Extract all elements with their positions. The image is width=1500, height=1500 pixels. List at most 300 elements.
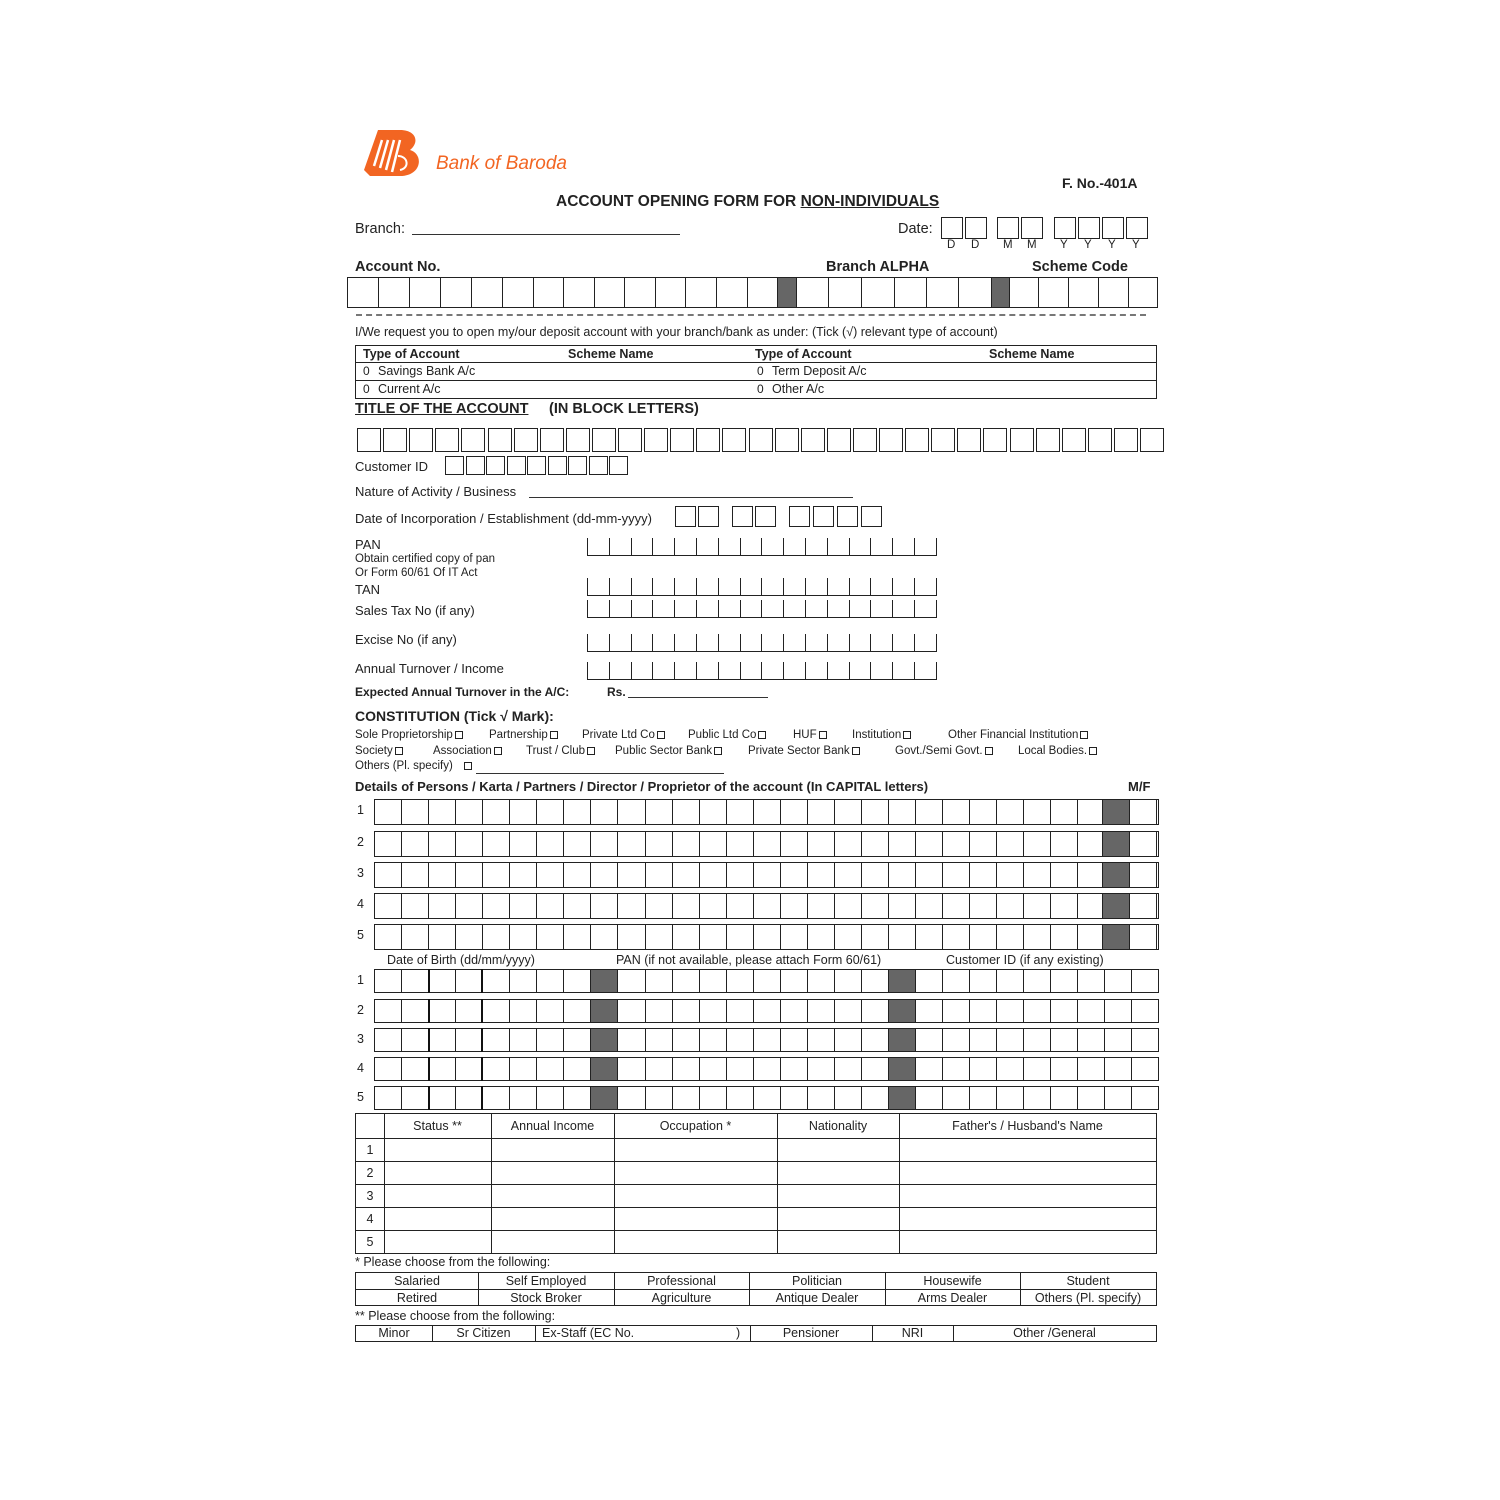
person-name-letter-box[interactable]	[617, 924, 645, 950]
title-letter-box[interactable]	[1114, 428, 1138, 452]
field-separator[interactable]	[888, 1057, 916, 1081]
dob-digit-box[interactable]	[563, 1086, 591, 1110]
person-name-letter-box[interactable]	[672, 862, 700, 888]
person-name-letter-box[interactable]	[1050, 799, 1078, 825]
option-marker[interactable]: 0	[363, 364, 370, 378]
person-name-letter-box[interactable]	[969, 799, 997, 825]
customer-id-existing-box[interactable]	[1104, 1086, 1132, 1110]
field-separator[interactable]	[888, 1028, 916, 1052]
person-name-letter-box[interactable]	[455, 831, 483, 857]
person-name-letter-box[interactable]	[1023, 924, 1051, 950]
person-name-letter-box[interactable]	[645, 831, 673, 857]
person-name-letter-box[interactable]	[996, 799, 1024, 825]
account-no-digit-box[interactable]	[747, 277, 778, 308]
constitution-checkbox[interactable]	[985, 747, 993, 755]
tan-input[interactable]	[587, 578, 937, 596]
account-no-digit-box[interactable]	[624, 277, 656, 308]
person-name-letter-box[interactable]	[401, 831, 429, 857]
field-separator[interactable]	[888, 999, 916, 1023]
person-name-letter-box[interactable]	[590, 893, 618, 919]
person-name-letter-box[interactable]	[401, 799, 429, 825]
constitution-checkbox[interactable]	[852, 747, 860, 755]
title-letter-box[interactable]	[879, 428, 903, 452]
customer-id-existing-box[interactable]	[996, 999, 1024, 1023]
excise-input[interactable]	[587, 634, 937, 652]
incorporation-digit-box[interactable]	[755, 506, 776, 527]
person-name-letter-box[interactable]	[617, 831, 645, 857]
date-digit-box[interactable]	[1102, 217, 1124, 239]
customer-id-existing-box[interactable]	[1077, 1057, 1105, 1081]
person-name-letter-box[interactable]	[807, 799, 835, 825]
dob-digit-box[interactable]	[563, 999, 591, 1023]
constitution-checkbox[interactable]	[1080, 731, 1088, 739]
pan-digit-box[interactable]	[672, 1086, 700, 1110]
person-name-letter-box[interactable]	[861, 831, 889, 857]
person-name-letter-box[interactable]	[590, 831, 618, 857]
person-name-letter-box[interactable]	[482, 831, 510, 857]
customer-id-existing-box[interactable]	[996, 1028, 1024, 1052]
dob-digit-box[interactable]	[455, 1057, 483, 1081]
dob-digit-box[interactable]	[401, 1086, 429, 1110]
person-name-letter-box[interactable]	[726, 831, 754, 857]
pan-digit-box[interactable]	[617, 969, 645, 993]
customer-id-digit-box[interactable]	[548, 456, 567, 475]
person-name-letter-box[interactable]	[374, 831, 402, 857]
account-no-digit-box[interactable]	[347, 277, 379, 308]
mf-box[interactable]	[1102, 862, 1130, 888]
customer-id-existing-box[interactable]	[1131, 1057, 1159, 1081]
person-name-letter-box[interactable]	[428, 924, 456, 950]
customer-id-existing-box[interactable]	[1131, 969, 1159, 993]
customer-id-existing-box[interactable]	[942, 999, 970, 1023]
person-name-letter-box[interactable]	[699, 862, 727, 888]
incorporation-digit-box[interactable]	[813, 506, 834, 527]
constitution-checkbox[interactable]	[455, 731, 463, 739]
dob-digit-box[interactable]	[455, 1086, 483, 1110]
customer-id-existing-box[interactable]	[1023, 969, 1051, 993]
customer-id-existing-box[interactable]	[1050, 1028, 1078, 1052]
customer-id-existing-box[interactable]	[942, 1057, 970, 1081]
person-name-letter-box[interactable]	[726, 799, 754, 825]
person-name-letter-box[interactable]	[590, 862, 618, 888]
date-digit-box[interactable]	[997, 217, 1019, 239]
dob-digit-box[interactable]	[428, 999, 456, 1023]
person-name-letter-box[interactable]	[645, 924, 673, 950]
dob-digit-box[interactable]	[536, 1057, 564, 1081]
customer-id-existing-box[interactable]	[915, 1028, 943, 1052]
person-name-letter-box[interactable]	[428, 799, 456, 825]
customer-id-existing-box[interactable]	[1023, 1028, 1051, 1052]
account-no-digit-box[interactable]	[1068, 277, 1099, 308]
account-no-digit-box[interactable]	[502, 277, 534, 308]
person-name-letter-box[interactable]	[482, 893, 510, 919]
pan-digit-box[interactable]	[699, 1086, 727, 1110]
others-checkbox[interactable]	[464, 762, 472, 770]
pan-digit-box[interactable]	[753, 969, 781, 993]
person-name-letter-box[interactable]	[509, 862, 537, 888]
option-marker[interactable]: 0	[757, 382, 764, 396]
customer-id-existing-box[interactable]	[969, 999, 997, 1023]
account-no-digit-box[interactable]	[716, 277, 748, 308]
person-name-letter-box[interactable]	[1050, 924, 1078, 950]
customer-id-digit-box[interactable]	[589, 456, 608, 475]
account-no-digit-box[interactable]	[1009, 277, 1039, 308]
person-name-letter-box[interactable]	[455, 862, 483, 888]
customer-id-existing-box[interactable]	[1077, 969, 1105, 993]
dob-digit-box[interactable]	[482, 999, 510, 1023]
constitution-option[interactable]	[355, 730, 463, 742]
person-name-letter-box[interactable]	[996, 862, 1024, 888]
dob-digit-box[interactable]	[401, 1028, 429, 1052]
pan-digit-box[interactable]	[861, 969, 889, 993]
person-name-letter-box[interactable]	[753, 799, 781, 825]
account-no-digit-box[interactable]	[796, 277, 829, 308]
dob-digit-box[interactable]	[509, 969, 537, 993]
customer-id-existing-box[interactable]	[915, 999, 943, 1023]
person-name-letter-box[interactable]	[590, 799, 618, 825]
dob-digit-box[interactable]	[428, 969, 456, 993]
person-name-letter-box[interactable]	[482, 862, 510, 888]
pan-digit-box[interactable]	[861, 1086, 889, 1110]
title-letter-box[interactable]	[983, 428, 1007, 452]
person-name-letter-box[interactable]	[834, 831, 862, 857]
title-letter-box[interactable]	[1140, 428, 1164, 452]
dob-digit-box[interactable]	[482, 1057, 510, 1081]
sales-tax-input[interactable]	[587, 600, 937, 618]
constitution-option[interactable]	[895, 746, 993, 758]
field-separator[interactable]	[590, 1028, 618, 1052]
field-separator[interactable]	[888, 1086, 916, 1110]
title-letter-box[interactable]	[566, 428, 590, 452]
title-letter-box[interactable]	[514, 428, 538, 452]
account-no-digit-box[interactable]	[685, 277, 717, 308]
person-name-letter-box[interactable]	[861, 924, 889, 950]
pan-digit-box[interactable]	[617, 1057, 645, 1081]
pan-digit-box[interactable]	[645, 969, 673, 993]
constitution-checkbox[interactable]	[819, 731, 827, 739]
dob-digit-box[interactable]	[374, 1028, 402, 1052]
constitution-option[interactable]	[793, 730, 827, 742]
person-name-letter-box[interactable]	[753, 862, 781, 888]
title-letter-box[interactable]	[644, 428, 668, 452]
pan-digit-box[interactable]	[699, 1028, 727, 1052]
account-no-digit-box[interactable]	[563, 277, 595, 308]
customer-id-existing-box[interactable]	[942, 1028, 970, 1052]
account-no-digit-box[interactable]	[1038, 277, 1069, 308]
dob-digit-box[interactable]	[401, 969, 429, 993]
account-no-digit-box[interactable]	[894, 277, 927, 308]
person-name-letter-box[interactable]	[753, 924, 781, 950]
pan-digit-box[interactable]	[780, 1086, 808, 1110]
account-no-digit-box[interactable]	[1098, 277, 1129, 308]
person-name-letter-box[interactable]	[807, 862, 835, 888]
customer-id-existing-box[interactable]	[1050, 1057, 1078, 1081]
person-name-letter-box[interactable]	[726, 862, 754, 888]
person-name-letter-box[interactable]	[1023, 862, 1051, 888]
pan-digit-box[interactable]	[753, 1086, 781, 1110]
person-name-letter-box[interactable]	[1023, 831, 1051, 857]
dob-digit-box[interactable]	[536, 1086, 564, 1110]
pan-digit-box[interactable]	[726, 999, 754, 1023]
customer-id-existing-box[interactable]	[1131, 1028, 1159, 1052]
person-name-letter-box[interactable]	[536, 799, 564, 825]
constitution-checkbox[interactable]	[587, 747, 595, 755]
customer-id-existing-box[interactable]	[1131, 999, 1159, 1023]
person-name-letter-box[interactable]	[834, 924, 862, 950]
incorporation-digit-box[interactable]	[675, 506, 696, 527]
title-letter-box[interactable]	[357, 428, 381, 452]
person-name-letter-box[interactable]	[536, 893, 564, 919]
account-no-digit-box[interactable]	[378, 277, 410, 308]
account-no-separator[interactable]	[777, 277, 797, 308]
customer-id-existing-box[interactable]	[1131, 1086, 1159, 1110]
date-digit-box[interactable]	[1054, 217, 1076, 239]
customer-id-existing-box[interactable]	[1023, 1057, 1051, 1081]
dob-digit-box[interactable]	[428, 1086, 456, 1110]
account-no-separator[interactable]	[991, 277, 1010, 308]
person-name-letter-box[interactable]	[888, 799, 916, 825]
customer-id-existing-box[interactable]	[915, 969, 943, 993]
person-name-letter-box[interactable]	[563, 799, 591, 825]
pan-digit-box[interactable]	[617, 1028, 645, 1052]
title-letter-box[interactable]	[801, 428, 825, 452]
title-letter-box[interactable]	[827, 428, 851, 452]
person-name-letter-box[interactable]	[1050, 831, 1078, 857]
person-name-letter-box[interactable]	[374, 862, 402, 888]
account-no-digit-box[interactable]	[409, 277, 441, 308]
title-letter-box[interactable]	[409, 428, 433, 452]
account-no-digit-box[interactable]	[861, 277, 895, 308]
person-name-letter-box[interactable]	[942, 893, 970, 919]
customer-id-existing-box[interactable]	[969, 1057, 997, 1081]
person-name-letter-box[interactable]	[563, 893, 591, 919]
person-name-letter-box[interactable]	[942, 831, 970, 857]
person-name-letter-box[interactable]	[942, 862, 970, 888]
person-name-letter-box[interactable]	[401, 924, 429, 950]
person-name-letter-box[interactable]	[888, 924, 916, 950]
nature-input[interactable]	[529, 497, 853, 498]
person-name-letter-box[interactable]	[861, 799, 889, 825]
person-name-letter-box[interactable]	[780, 862, 808, 888]
pan-digit-box[interactable]	[645, 999, 673, 1023]
person-name-letter-box[interactable]	[915, 862, 943, 888]
customer-id-digit-box[interactable]	[466, 456, 485, 475]
title-letter-box[interactable]	[696, 428, 720, 452]
dob-digit-box[interactable]	[374, 1086, 402, 1110]
title-letter-box[interactable]	[592, 428, 616, 452]
dob-digit-box[interactable]	[536, 1028, 564, 1052]
account-no-digit-box[interactable]	[1128, 277, 1158, 308]
pan-digit-box[interactable]	[645, 1028, 673, 1052]
person-name-letter-box[interactable]	[509, 924, 537, 950]
person-name-letter-box[interactable]	[996, 893, 1024, 919]
title-letter-box[interactable]	[1036, 428, 1060, 452]
pan-digit-box[interactable]	[726, 1028, 754, 1052]
person-name-letter-box[interactable]	[969, 831, 997, 857]
dob-digit-box[interactable]	[536, 969, 564, 993]
person-name-letter-box[interactable]	[780, 893, 808, 919]
dob-digit-box[interactable]	[374, 969, 402, 993]
customer-id-existing-box[interactable]	[915, 1057, 943, 1081]
pan-digit-box[interactable]	[726, 969, 754, 993]
incorporation-digit-box[interactable]	[698, 506, 719, 527]
person-name-letter-box[interactable]	[672, 924, 700, 950]
person-name-letter-box[interactable]	[807, 924, 835, 950]
customer-id-existing-box[interactable]	[996, 1057, 1024, 1081]
title-letter-box[interactable]	[1062, 428, 1086, 452]
title-letter-box[interactable]	[957, 428, 981, 452]
customer-id-digit-box[interactable]	[445, 456, 464, 475]
person-name-letter-box[interactable]	[1050, 862, 1078, 888]
constitution-checkbox[interactable]	[550, 731, 558, 739]
pan-digit-box[interactable]	[834, 999, 862, 1023]
incorporation-digit-box[interactable]	[837, 506, 858, 527]
title-letter-box[interactable]	[618, 428, 642, 452]
dob-digit-box[interactable]	[482, 1086, 510, 1110]
account-no-digit-box[interactable]	[440, 277, 472, 308]
expected-turnover-input[interactable]	[628, 697, 768, 698]
person-name-letter-box[interactable]	[1050, 893, 1078, 919]
title-letter-box[interactable]	[1010, 428, 1034, 452]
person-name-letter-box[interactable]	[969, 862, 997, 888]
constitution-checkbox[interactable]	[758, 731, 766, 739]
pan-digit-box[interactable]	[617, 1086, 645, 1110]
customer-id-existing-box[interactable]	[1104, 1028, 1132, 1052]
person-name-letter-box[interactable]	[590, 924, 618, 950]
person-name-letter-box[interactable]	[753, 831, 781, 857]
person-name-letter-box[interactable]	[617, 893, 645, 919]
pan-digit-box[interactable]	[861, 1028, 889, 1052]
dob-digit-box[interactable]	[482, 1028, 510, 1052]
person-name-letter-box[interactable]	[915, 924, 943, 950]
turnover-input[interactable]	[587, 662, 937, 680]
date-digit-box[interactable]	[1078, 217, 1100, 239]
dob-digit-box[interactable]	[428, 1057, 456, 1081]
pan-digit-box[interactable]	[672, 969, 700, 993]
dob-digit-box[interactable]	[509, 1086, 537, 1110]
pan-digit-box[interactable]	[807, 1028, 835, 1052]
incorporation-digit-box[interactable]	[789, 506, 810, 527]
branch-input[interactable]	[412, 234, 680, 235]
customer-id-existing-box[interactable]	[996, 969, 1024, 993]
dob-digit-box[interactable]	[509, 1028, 537, 1052]
person-name-letter-box[interactable]	[563, 831, 591, 857]
person-name-letter-box[interactable]	[563, 924, 591, 950]
constitution-option[interactable]	[1018, 746, 1097, 758]
others-specify-input[interactable]	[476, 773, 724, 774]
person-name-letter-box[interactable]	[428, 862, 456, 888]
customer-id-existing-box[interactable]	[969, 1086, 997, 1110]
constitution-option[interactable]	[688, 730, 766, 742]
pan-digit-box[interactable]	[699, 999, 727, 1023]
dob-digit-box[interactable]	[428, 1028, 456, 1052]
person-name-letter-box[interactable]	[645, 893, 673, 919]
dob-digit-box[interactable]	[482, 969, 510, 993]
person-name-letter-box[interactable]	[374, 799, 402, 825]
customer-id-digit-box[interactable]	[609, 456, 628, 475]
customer-id-existing-box[interactable]	[942, 1086, 970, 1110]
title-letter-box[interactable]	[905, 428, 929, 452]
date-digit-box[interactable]	[1126, 217, 1148, 239]
person-name-letter-box[interactable]	[807, 831, 835, 857]
pan-input[interactable]	[587, 538, 937, 556]
person-name-letter-box[interactable]	[428, 831, 456, 857]
option-marker[interactable]: 0	[363, 382, 370, 396]
dob-digit-box[interactable]	[563, 969, 591, 993]
person-name-letter-box[interactable]	[509, 799, 537, 825]
constitution-checkbox[interactable]	[657, 731, 665, 739]
person-name-letter-box[interactable]	[915, 799, 943, 825]
constitution-option[interactable]	[355, 746, 403, 758]
dob-digit-box[interactable]	[401, 999, 429, 1023]
person-name-letter-box[interactable]	[428, 893, 456, 919]
dob-digit-box[interactable]	[455, 969, 483, 993]
person-name-letter-box[interactable]	[969, 924, 997, 950]
person-name-letter-box[interactable]	[807, 893, 835, 919]
mf-box[interactable]	[1102, 831, 1130, 857]
constitution-checkbox[interactable]	[1089, 747, 1097, 755]
person-name-letter-box[interactable]	[780, 924, 808, 950]
person-name-letter-box[interactable]	[1023, 893, 1051, 919]
customer-id-existing-box[interactable]	[1023, 1086, 1051, 1110]
pan-digit-box[interactable]	[672, 1057, 700, 1081]
person-name-letter-box[interactable]	[888, 831, 916, 857]
account-no-digit-box[interactable]	[926, 277, 959, 308]
customer-id-digit-box[interactable]	[568, 456, 587, 475]
title-letter-box[interactable]	[461, 428, 485, 452]
title-letter-box[interactable]	[488, 428, 512, 452]
person-name-letter-box[interactable]	[672, 799, 700, 825]
constitution-checkbox[interactable]	[494, 747, 502, 755]
person-name-letter-box[interactable]	[699, 831, 727, 857]
title-letter-box[interactable]	[722, 428, 746, 452]
customer-id-existing-box[interactable]	[915, 1086, 943, 1110]
date-digit-box[interactable]	[965, 217, 987, 239]
customer-id-existing-box[interactable]	[1077, 1028, 1105, 1052]
field-separator[interactable]	[590, 1086, 618, 1110]
person-name-letter-box[interactable]	[455, 924, 483, 950]
person-name-letter-box[interactable]	[617, 862, 645, 888]
pan-digit-box[interactable]	[780, 969, 808, 993]
customer-id-digit-box[interactable]	[486, 456, 505, 475]
title-letter-box[interactable]	[670, 428, 694, 452]
pan-digit-box[interactable]	[699, 1057, 727, 1081]
dob-digit-box[interactable]	[374, 1057, 402, 1081]
person-name-letter-box[interactable]	[482, 799, 510, 825]
constitution-option[interactable]	[582, 730, 665, 742]
incorporation-digit-box[interactable]	[732, 506, 753, 527]
title-letter-box[interactable]	[931, 428, 955, 452]
pan-digit-box[interactable]	[834, 1028, 862, 1052]
pan-digit-box[interactable]	[753, 1057, 781, 1081]
person-name-letter-box[interactable]	[374, 893, 402, 919]
pan-digit-box[interactable]	[753, 999, 781, 1023]
field-separator[interactable]	[590, 969, 618, 993]
dob-digit-box[interactable]	[455, 1028, 483, 1052]
person-name-letter-box[interactable]	[861, 862, 889, 888]
person-name-letter-box[interactable]	[915, 831, 943, 857]
person-name-letter-box[interactable]	[645, 862, 673, 888]
constitution-checkbox[interactable]	[395, 747, 403, 755]
customer-id-digit-box[interactable]	[507, 456, 526, 475]
dob-digit-box[interactable]	[509, 999, 537, 1023]
customer-id-existing-box[interactable]	[1050, 969, 1078, 993]
pan-digit-box[interactable]	[780, 999, 808, 1023]
pan-digit-box[interactable]	[617, 999, 645, 1023]
date-digit-box[interactable]	[1021, 217, 1043, 239]
mf-box[interactable]	[1102, 924, 1130, 950]
constitution-option[interactable]	[948, 730, 1088, 742]
